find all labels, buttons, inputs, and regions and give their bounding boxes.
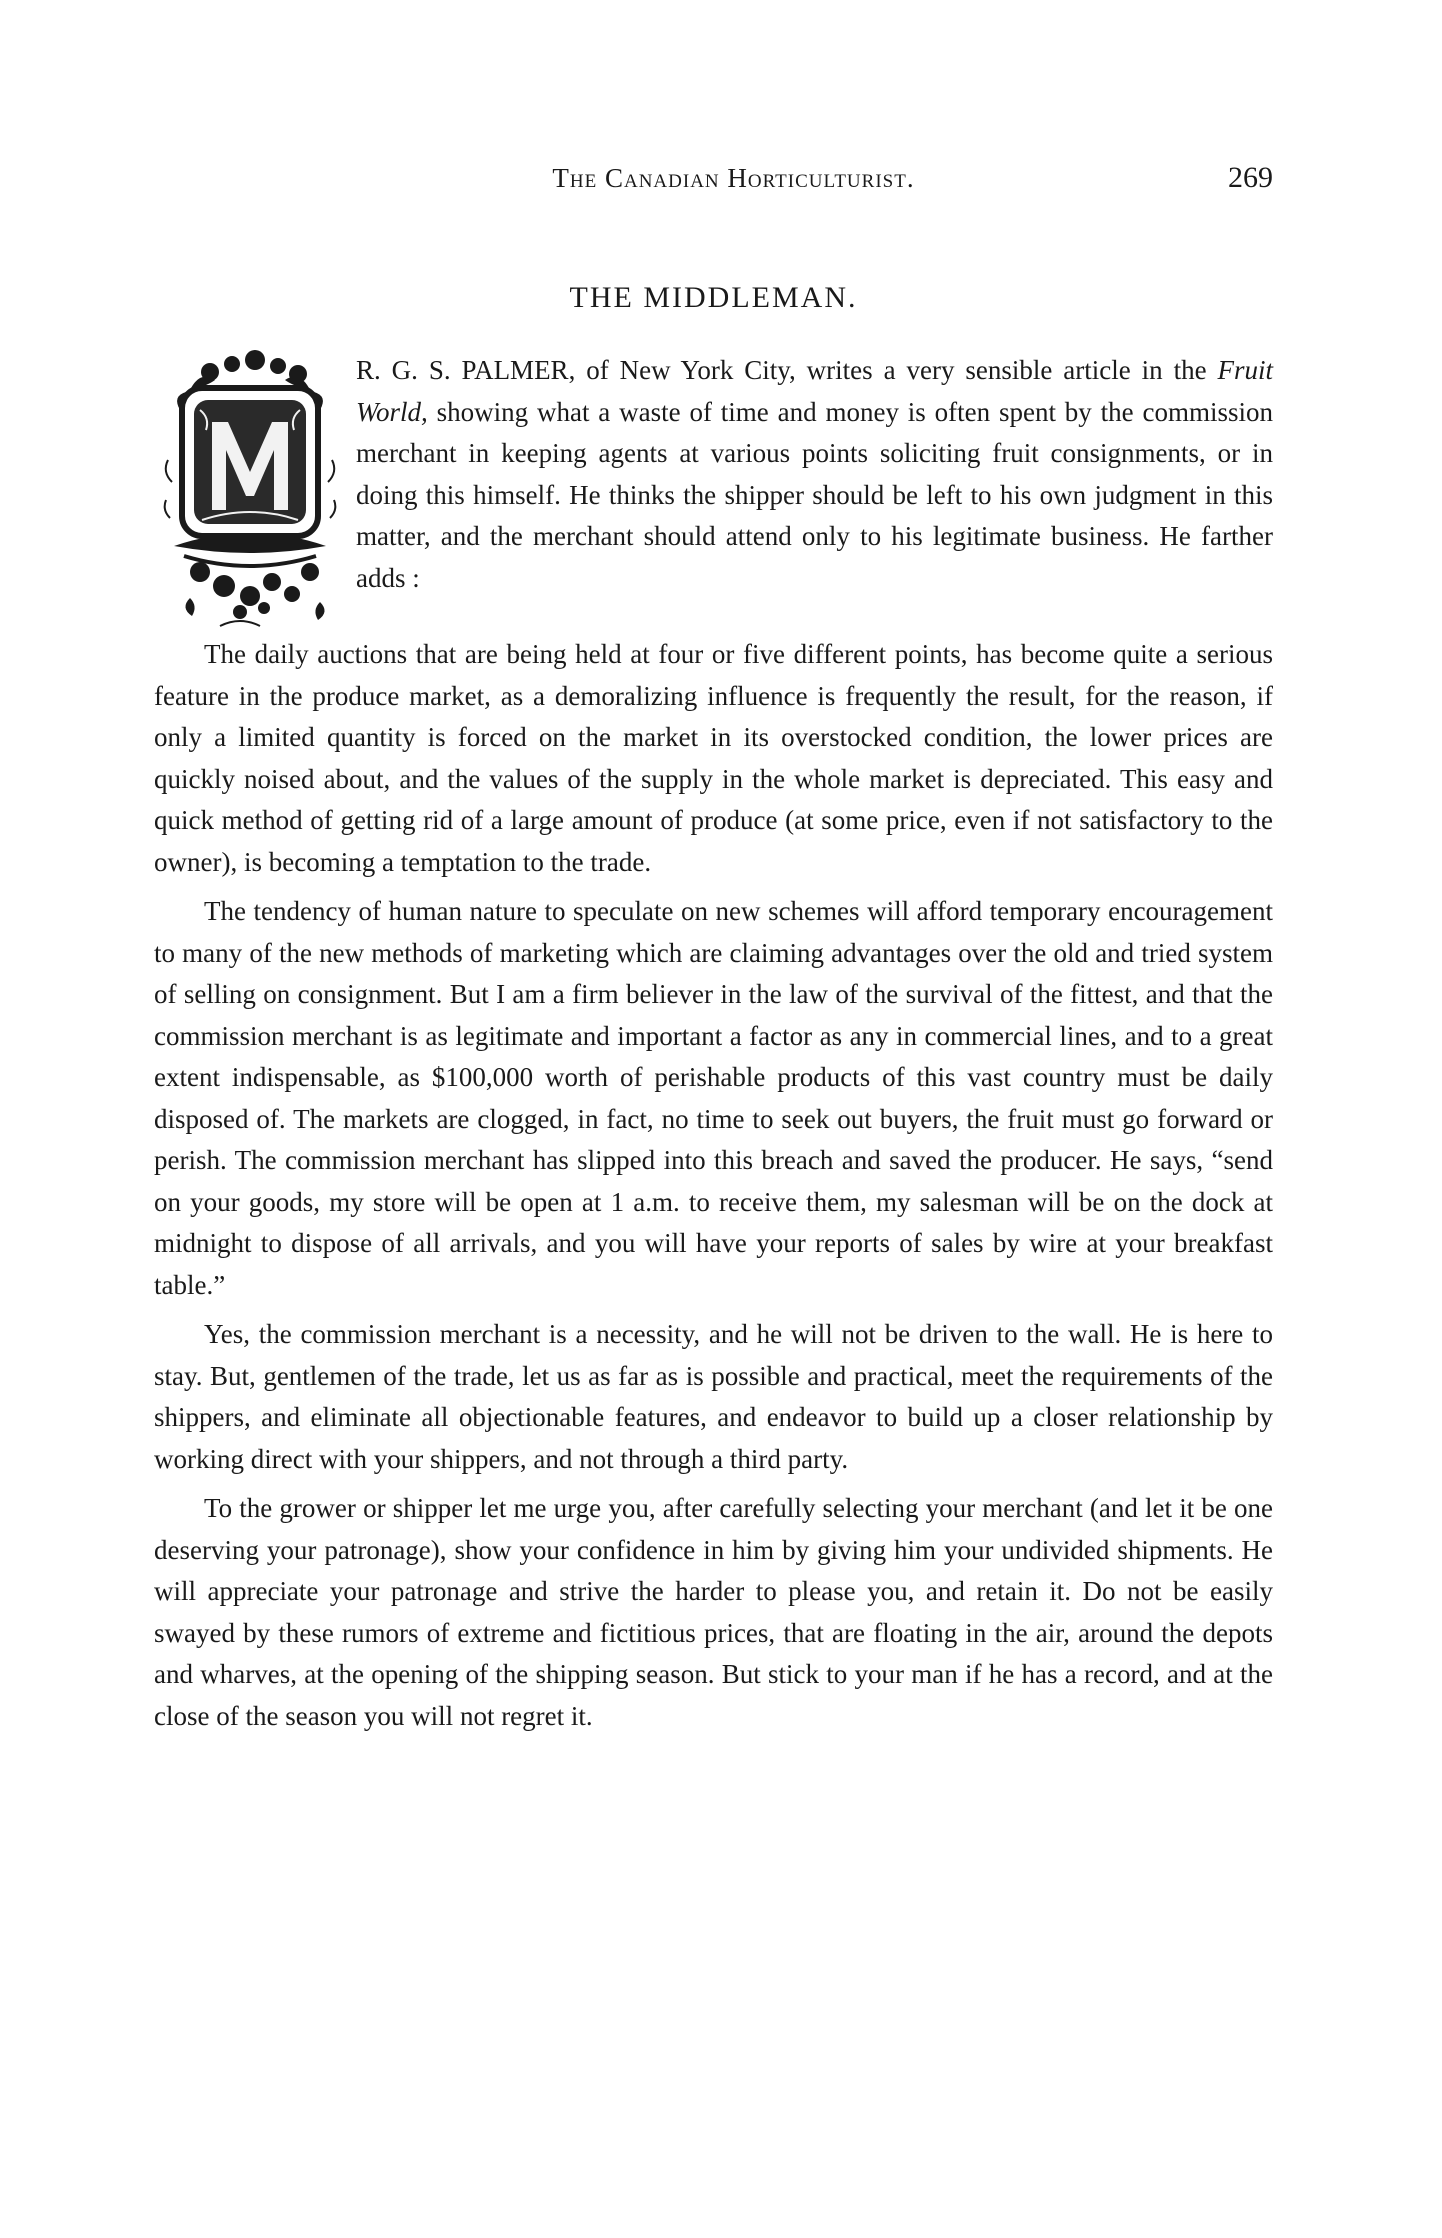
quoted-paragraph: The tendency of human nature to speculate on new schemes will afford temporary encouragement to many of the new methods of marketing which are claiming advantages over the old and tried system of selling on consignment. But I am a firm believer in the law of the survival of the fittest, and that the commission merchant is as legitimate and important a factor as any in commercial lines, and to a great extent indispensable, as $100,000 worth of perishable products of this vast country must be daily disposed of. The markets are clogged, in fact, no time to seek out buyers, the fruit must go forward or perish. The commission merchant has slipped into this breach and saved the producer. He says, “send on your goods, my store will be open at 1 a.m. to receive them, my salesman will be on the dock at midnight to dispose of all arrivals, and you will have your reports of sales by wire at your breakfast table.” — [154, 896, 1273, 1300]
lead-text-end: showing what a waste of time and money is often spent by the commission merchant in keeping agents at various points soliciting fruit consignments, or in doing this himself. He thinks the shipper should be left to his own judgment in this matter, and the merchant should attend only to his legitimate business. He farther adds : — [356, 396, 1273, 593]
running-head — [154, 163, 1273, 203]
journal-title: The Canadian Horticulturist. — [552, 163, 915, 193]
page-number: 269 — [1228, 161, 1273, 194]
article-title: THE MIDDLEMAN. — [569, 281, 858, 314]
quoted-paragraph: To the grower or shipper let me urge you, after carefully selecting your merchant (and let it be one deserving your patronage), show your confidence in him by giving him your undivided shipments. He will appreciate your patronage and strive the harder to please you, and retain it. Do not be easily swayed by these rumors of extreme and fictitious prices, that are floating in the air, around the depots and wharves, at the opening of the shipping season. But stick to your man if he has a record, and at the close of the season you will not regret it. — [154, 1493, 1273, 1731]
publication-name: Fruit World, — [356, 355, 1273, 427]
lead-text-start: R. G. S. PALMER, of New York City, writes a very sensible article in the — [356, 355, 1218, 385]
quoted-paragraph: Yes, the commission merchant is a necessity, and he will not be driven to the wall. He is here to stay. But, gentlemen of the trade, let us as far as is possible and practical, meet the requirements of the shippers, and eliminate all objectionable features, and endeavor to build up a closer relationship by working direct with your shippers, and not through a third party. — [154, 1319, 1273, 1474]
decorative-initial-m — [160, 350, 340, 634]
article-body — [154, 350, 1273, 1737]
quoted-paragraph: The daily auctions that are being held at four or five different points, has become quite a serious feature in the produce market, as a demoralizing influence is frequently the result, for the reason, if only a limited quantity is forced on the market in its overstocked condition, the lower prices are quickly noised about, and the values of the supply in the whole market is depreciated. This easy and quick method of getting rid of a large amount of produce (at some price, even if not satisfactory to the owner), is becoming a temptation to the trade. — [154, 639, 1273, 877]
